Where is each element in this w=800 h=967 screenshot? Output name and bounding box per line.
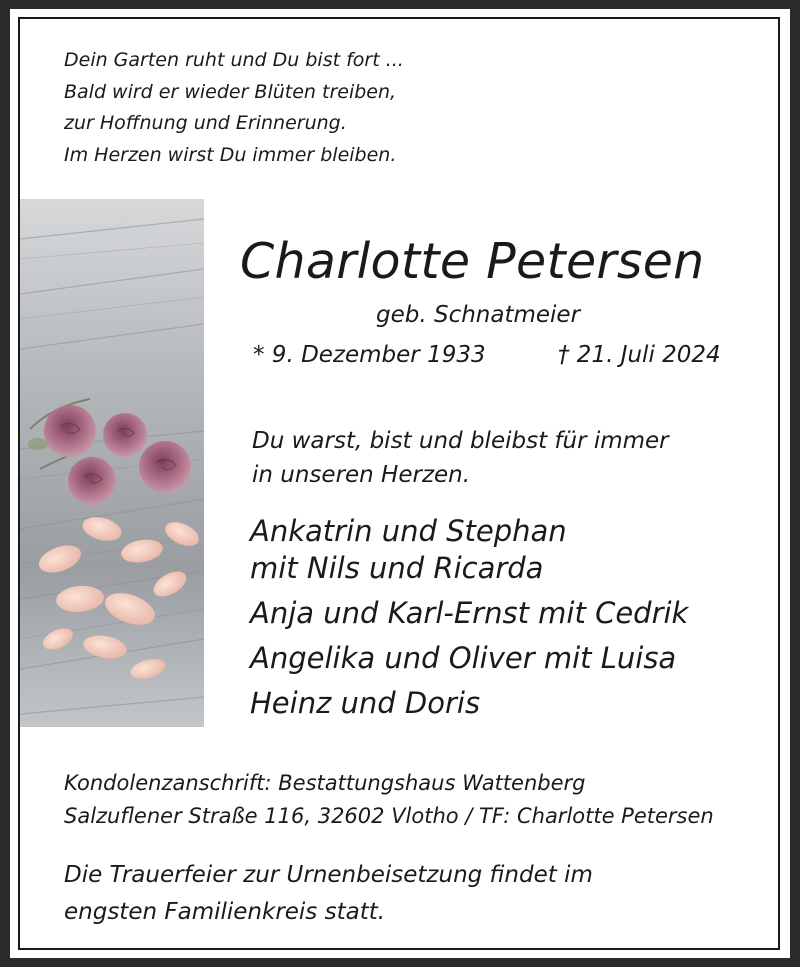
- obituary-card: [10, 9, 790, 958]
- mourner-group: Heinz und Doris: [250, 686, 481, 720]
- poem-line: Im Herzen wirst Du immer bleiben.: [64, 143, 397, 166]
- condolence-line: Kondolenzanschrift: Bestattungshaus Wattenberg: [64, 771, 586, 795]
- poem-line: Dein Garten ruht und Du bist fort ...: [64, 49, 404, 71]
- death-date: † 21. Juli 2024: [558, 342, 721, 368]
- poem: [64, 45, 404, 171]
- condolence-address: [64, 767, 714, 833]
- deceased-name: Charlotte Petersen: [240, 233, 705, 290]
- mourner-group: Angelika und Oliver mit Luisa: [250, 641, 677, 675]
- birth-name: geb. Schnatmeier: [376, 302, 581, 328]
- ceremony-note: [64, 857, 593, 931]
- mourner-line: mit Nils und Ricarda: [250, 551, 544, 585]
- memorial-quote: [252, 424, 669, 492]
- mourner-group: [250, 513, 688, 587]
- ceremony-line: engsten Familienkreis statt.: [64, 899, 386, 925]
- mourners-list: [250, 513, 688, 730]
- condolence-line: Salzuflener Straße 116, 32602 Vlotho / TF: Charlotte Petersen: [64, 804, 714, 828]
- roses-photo: [20, 199, 204, 727]
- mourner-group: Anja und Karl-Ernst mit Cedrik: [250, 596, 689, 630]
- poem-line: Bald wird er wieder Blüten treiben,: [64, 80, 397, 103]
- ceremony-line: Die Trauerfeier zur Urnenbeisetzung findet im: [64, 862, 593, 888]
- quote-line: Du warst, bist und bleibst für immer: [252, 428, 669, 454]
- mourner-line: Ankatrin und Stephan: [250, 514, 567, 548]
- poem-line: zur Hoffnung und Erinnerung.: [64, 112, 347, 134]
- quote-line: in unseren Herzen.: [252, 462, 471, 488]
- dried-roses-illustration: [20, 199, 204, 727]
- birth-date: * 9. Dezember 1933: [253, 342, 486, 368]
